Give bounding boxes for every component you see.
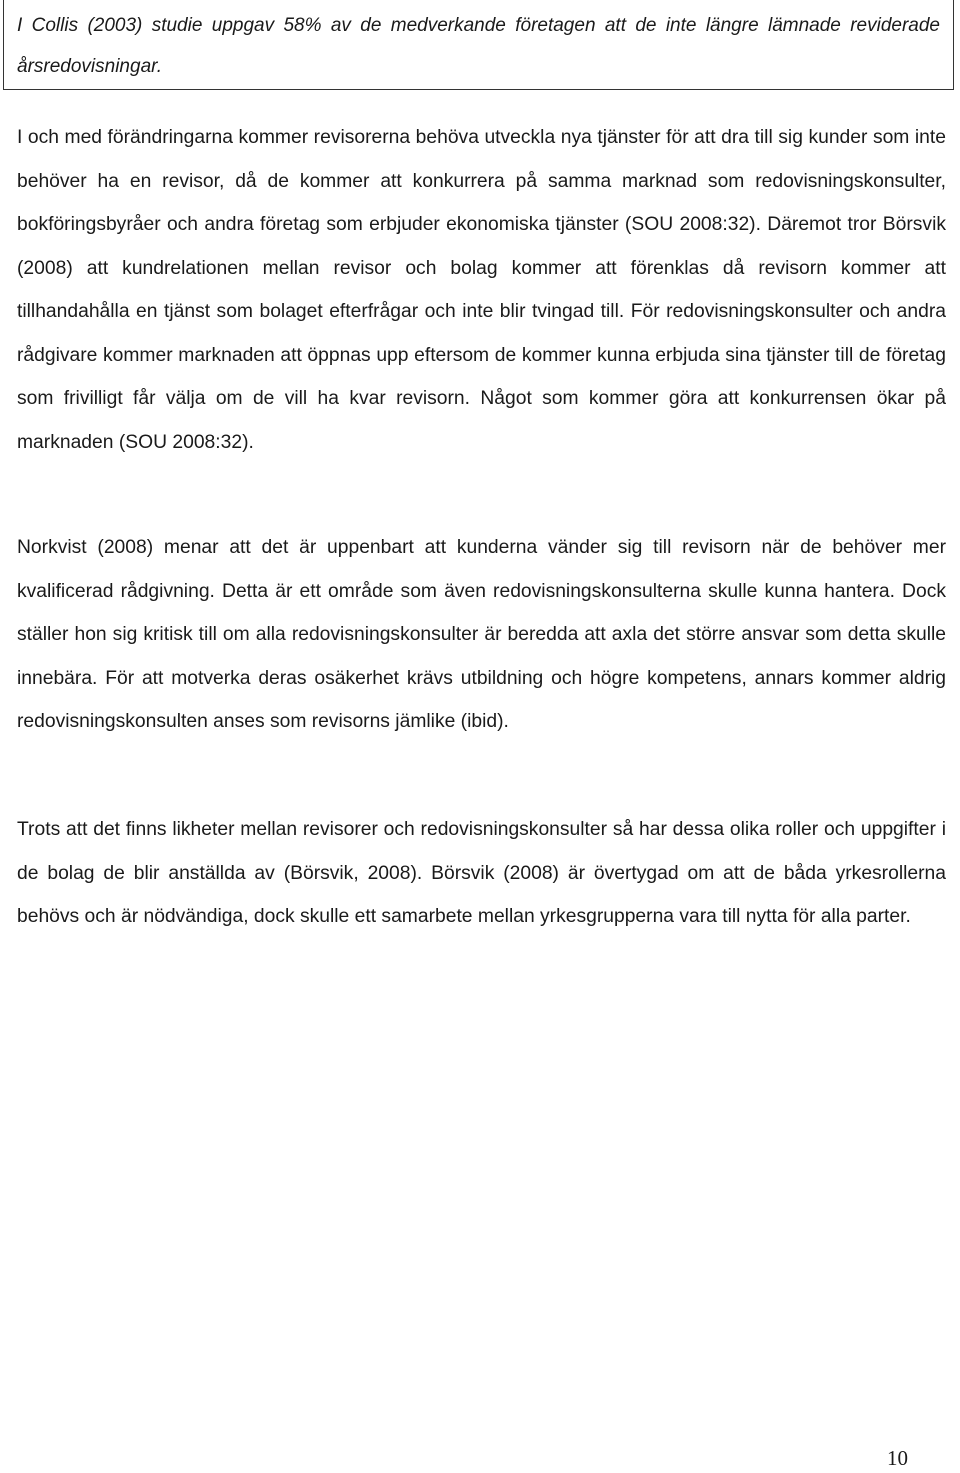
paragraph-1: I och med förändringarna kommer revisorerna behöva utveckla nya tjänster för att dra till sig kunder som inte behöver ha en revisor, då de kommer att konkurrera på samma marknad som redovisningskonsulter, bokföringsbyråer och andra företag som erbjuder ekonomiska tjänster (SOU 2008:32). Däremot tror Börsvik (2008) att kundrelationen mellan revisor och bolag kommer att förenklas då revisorn kommer att tillhandahålla en tjänst som bolaget efterfrågar och inte blir tvingad till. För redovisningskonsulter och andra rådgivare kommer marknaden att öppnas upp eftersom de kommer kunna erbjuda sina tjänster till de företag som frivilligt får välja om de vill ha kvar revisorn. Något som kommer göra att konkurrensen ökar på marknaden (SOU 2008:32). [17, 127, 946, 453]
quote-text: I Collis (2003) studie uppgav 58% av de medverkande företagen att de inte längre lämnade reviderade årsredovisningar. [17, 15, 940, 77]
page-number: 10 [887, 1446, 908, 1470]
paragraph-3: Trots att det finns likheter mellan revisorer och redovisningskonsulter så har dessa olika roller och uppgifter i de bolag de blir anställda av (Börsvik, 2008). Börsvik (2008) är övertygad om att de båda yrkesrollerna behövs och är nödvändiga, dock skulle ett samarbete mellan yrkesgrupperna vara till nytta för alla parter. [17, 819, 946, 927]
paragraph-2: Norkvist (2008) menar att det är uppenbart att kunderna vänder sig till revisorn när de behöver mer kvalificerad rådgivning. Detta är ett område som även redovisningskonsulterna skulle kunna hantera. Dock ställer hon sig kritisk till om alla redovisningskonsulter är beredda att axla det större ansvar som detta skulle innebära. För att motverka deras osäkerhet krävs utbildning och högre kompetens, annars kommer aldrig redovisningskonsulten anses som revisorns jämlike (ibid). [17, 537, 946, 732]
quote-box [3, 0, 954, 90]
